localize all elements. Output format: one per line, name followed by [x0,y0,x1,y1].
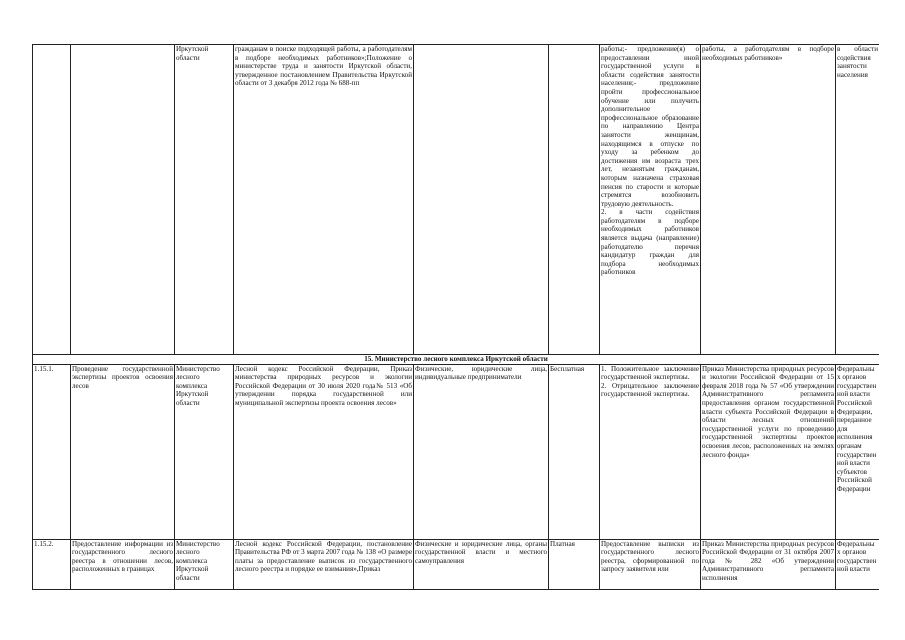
cell-legal-basis: Лесной кодекс Российской Федерации, Приказ министерства природных ресурсов и экологии Российской Федерации от 30 июля 2020 года№ 513 «Об утверждении порядка государственной или муниципальной экспертизы проекта освоения лесов» [234,364,414,539]
cell-result: 1. Положительное заключение государственной экспертизы. 2. Отрицательное заключение государственной экспертизы. [600,364,701,539]
cell-powers: в области содействия занятости населения [836,45,880,355]
document-page [32,44,879,596]
cell-regulation: Приказ Министерства природных ресурсов и экологии Российской Федерации от 15 февраля 2018 года № 57 «Об утверждении Административного регламента предоставления органом государственной власти субъекта Российской Федерации в области лесных отношений государственной услуги по проведению государственной экспертизы проектов освоения лесов, расположенных на землях лесного фонда» [701,364,836,539]
cell-service-name [71,45,175,355]
cell-number: 1.15.2. [33,539,71,589]
table-row [33,45,880,355]
cell-service-name: Проведение государственной экспертизы проектов освоения лесов [71,364,175,539]
cell-result: работы;- предложение(я) о предоставлении иной государственной услуги в области содействия занятости населения;- предложение пройти профессиональное обучение или получить дополнительное профессиональное образование по направлению Центра занятости женщинам, находящимся в отпуске по уходу за ребенком до достижения им возраста трех лет, незанятым гражданам, которым назначена страховая пенсия по старости и которые стремятся возобновить трудовую деятельность. 2. в части содействия работодателям в подборе необходимых работников является выдача (направление) работодателю перечня кандидатур граждан для подбора необходимых работников [600,45,701,355]
cell-recipients: Физические и юридические лица, органы государственной власти и местного самоуправления [414,539,549,589]
cell-regulation: работы, а работодателям в подборе необходимых работников» [701,45,836,355]
cell-fee: Бесплатная [549,364,600,539]
cell-result: Предоставление выписки из государственного лесного реестра, сформированной по запросу заявителя или [600,539,701,589]
cell-regulation: Приказ Министерства природных ресурсов Российской Федерации от 31 октября 2007 года № 282 «Об утверждении Административного регламента исполнения [701,539,836,589]
cell-authority: Министерство лесного комплекса Иркутской области [175,539,234,589]
cell-powers: Федеральных органов государственной власти [836,539,880,589]
cell-authority: Министерство лесного комплекса Иркутской области [175,364,234,539]
cell-recipients: Физические, юридические лица, индивидуальные предприниматели [414,364,549,539]
table-row [33,539,880,589]
cell-recipients [414,45,549,355]
cell-legal-basis: гражданам в поиске подходящей работы, а работодателям в подборе необходимых работников»;Положение о министерстве труда и занятости Иркутской области, утвержденное постановлением Правительства Иркутской области от 3 декабря 2012 года № 688-пп [234,45,414,355]
table-row [33,364,880,539]
cell-powers: Федеральных органов государственной власти Российской Федерации, переданное для исполнения органам государственной власти субъектов Российской Федерации [836,364,880,539]
section-title: 15. Министерство лесного комплекса Иркутской области [33,355,880,365]
cell-authority: Иркутской области [175,45,234,355]
cell-fee [549,45,600,355]
cell-number [33,45,71,355]
cell-service-name: Предоставление информации из государственного лесного реестра в отношении лесов, расположенных в границах [71,539,175,589]
services-table [32,44,879,590]
cell-number: 1.15.1. [33,364,71,539]
section-row [33,355,880,365]
cell-legal-basis: Лесной кодекс Российской Федерации, постановление Правительства РФ от 3 марта 2007 года № 138 «О размере платы за предоставление выписок из государственного лесного реестра и порядке ее взимания»,Приказ [234,539,414,589]
cell-fee: Платная [549,539,600,589]
